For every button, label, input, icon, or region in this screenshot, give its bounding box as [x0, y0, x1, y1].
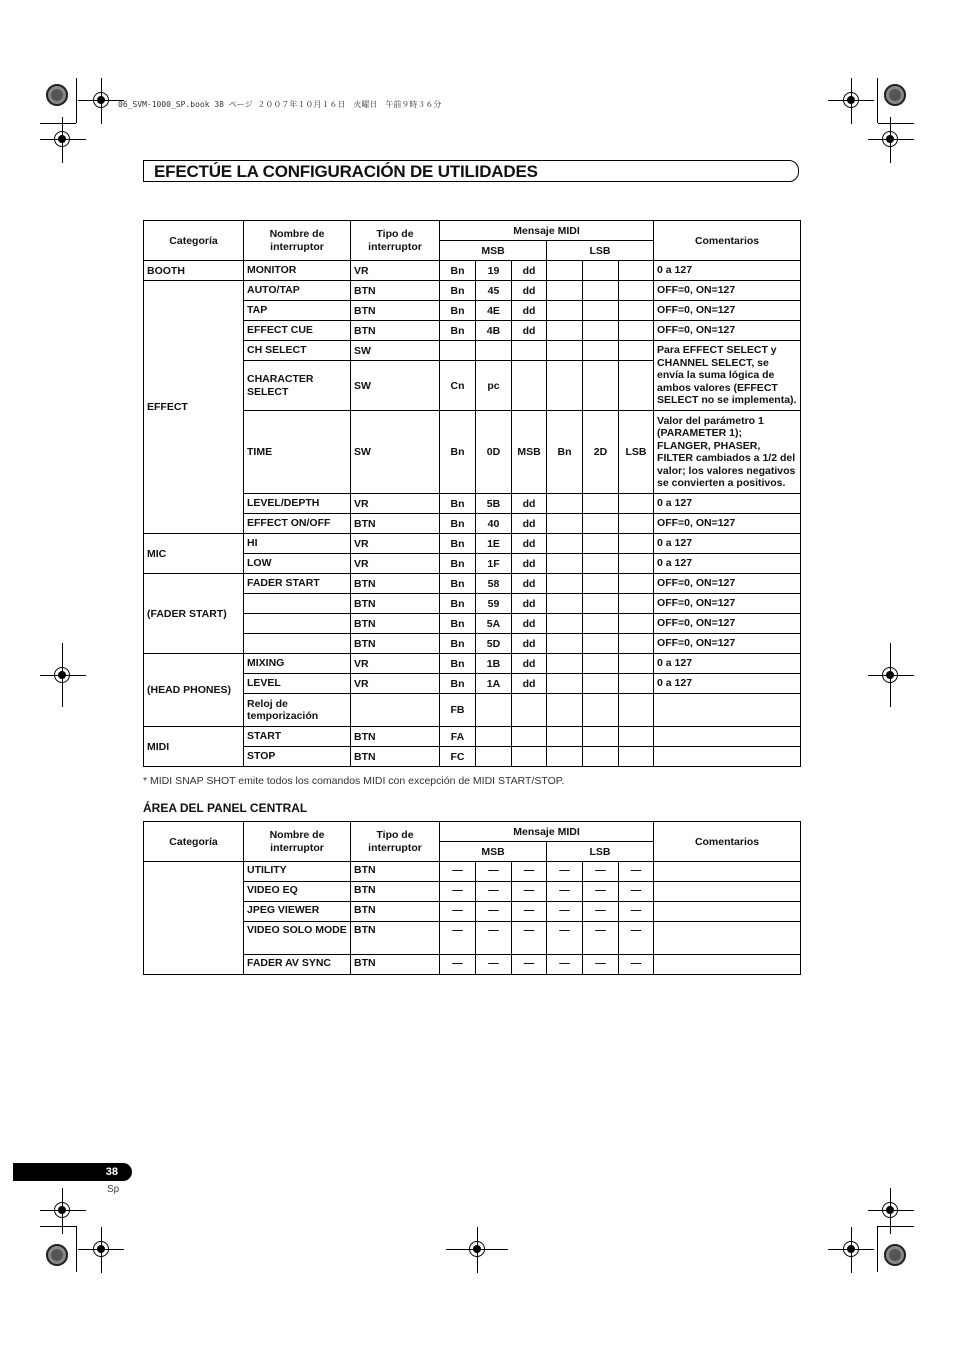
- switch-type-cell: BTN: [351, 514, 440, 534]
- switch-name-cell: Reloj de temporización: [244, 694, 351, 727]
- table-row: [144, 862, 801, 882]
- table-row: [144, 261, 801, 281]
- comment-cell: 0 a 127: [654, 654, 801, 674]
- midi-byte-cell: Bn: [440, 594, 476, 614]
- midi-byte-cell: [583, 361, 619, 411]
- midi-byte-cell: [619, 361, 654, 411]
- midi-byte-cell: FC: [440, 747, 476, 767]
- midi-byte-cell: Bn: [440, 654, 476, 674]
- midi-byte-cell: [619, 494, 654, 514]
- midi-byte-cell: [583, 281, 619, 301]
- page-language: Sp: [107, 1184, 120, 1195]
- midi-byte-cell: [512, 747, 547, 767]
- switch-name-cell: STOP: [244, 747, 351, 767]
- registration-circle-icon: [884, 84, 906, 106]
- midi-byte-cell: Bn: [440, 281, 476, 301]
- midi-byte-cell: dd: [512, 614, 547, 634]
- switch-name-cell: JPEG VIEWER: [244, 902, 351, 922]
- midi-byte-cell: —: [512, 882, 547, 902]
- comment-cell: OFF=0, ON=127: [654, 321, 801, 341]
- midi-byte-cell: 45: [476, 281, 512, 301]
- comment-cell: OFF=0, ON=127: [654, 634, 801, 654]
- midi-byte-cell: —: [583, 955, 619, 975]
- midi-byte-cell: [583, 514, 619, 534]
- comment-cell: OFF=0, ON=127: [654, 281, 801, 301]
- category-cell: MIC: [144, 534, 244, 574]
- book-info: 06_SVM-1000_SP.book 38 ページ ２００７年１０月１６日 火曜日 午前９時３６分: [118, 100, 442, 109]
- midi-byte-cell: [547, 614, 583, 634]
- midi-byte-cell: [583, 554, 619, 574]
- midi-byte-cell: 2D: [583, 411, 619, 494]
- header-lsb: LSB: [547, 241, 654, 261]
- switch-type-cell: BTN: [351, 301, 440, 321]
- midi-byte-cell: 0D: [476, 411, 512, 494]
- midi-byte-cell: [547, 594, 583, 614]
- comment-cell: [654, 727, 801, 747]
- midi-byte-cell: —: [547, 922, 583, 955]
- midi-byte-cell: [547, 674, 583, 694]
- category-cell: (FADER START): [144, 574, 244, 654]
- table-row: [144, 574, 801, 594]
- midi-byte-cell: [583, 494, 619, 514]
- switch-name-cell: LEVEL/DEPTH: [244, 494, 351, 514]
- switch-type-cell: SW: [351, 411, 440, 494]
- comment-cell: [654, 902, 801, 922]
- midi-byte-cell: [583, 727, 619, 747]
- midi-byte-cell: [583, 574, 619, 594]
- midi-byte-cell: —: [440, 922, 476, 955]
- midi-table: [143, 220, 801, 767]
- switch-name-cell: FADER AV SYNC: [244, 955, 351, 975]
- switch-name-cell: START: [244, 727, 351, 747]
- midi-byte-cell: —: [476, 902, 512, 922]
- midi-byte-cell: —: [619, 862, 654, 882]
- page-number: 38: [105, 1166, 118, 1178]
- midi-byte-cell: [547, 261, 583, 281]
- midi-byte-cell: [547, 747, 583, 767]
- table-row: [144, 654, 801, 674]
- switch-type-cell: BTN: [351, 574, 440, 594]
- midi-byte-cell: Bn: [440, 411, 476, 494]
- switch-name-cell: [244, 594, 351, 614]
- midi-byte-cell: [583, 301, 619, 321]
- switch-type-cell: BTN: [351, 902, 440, 922]
- midi-byte-cell: dd: [512, 514, 547, 534]
- comment-cell: 0 a 127: [654, 494, 801, 514]
- midi-byte-cell: —: [440, 862, 476, 882]
- comment-cell: OFF=0, ON=127: [654, 594, 801, 614]
- switch-type-cell: BTN: [351, 634, 440, 654]
- comment-cell: OFF=0, ON=127: [654, 301, 801, 321]
- page-number-tab: [13, 1163, 132, 1181]
- comment-cell: OFF=0, ON=127: [654, 574, 801, 594]
- midi-byte-cell: —: [512, 902, 547, 922]
- midi-byte-cell: 58: [476, 574, 512, 594]
- midi-byte-cell: [547, 554, 583, 574]
- header-tipo: Tipo de interruptor: [351, 221, 440, 261]
- midi-byte-cell: [583, 321, 619, 341]
- category-cell: [144, 862, 244, 975]
- midi-byte-cell: [476, 341, 512, 361]
- comment-cell: 0 a 127: [654, 554, 801, 574]
- midi-byte-cell: [583, 261, 619, 281]
- midi-byte-cell: [619, 261, 654, 281]
- midi-byte-cell: 4B: [476, 321, 512, 341]
- registration-circle-icon: [46, 1244, 68, 1266]
- midi-byte-cell: [476, 694, 512, 727]
- midi-byte-cell: —: [619, 882, 654, 902]
- midi-byte-cell: [476, 747, 512, 767]
- switch-type-cell: BTN: [351, 862, 440, 882]
- midi-byte-cell: —: [476, 922, 512, 955]
- midi-byte-cell: FA: [440, 727, 476, 747]
- comment-cell: 0 a 127: [654, 534, 801, 554]
- registration-circle-icon: [46, 84, 68, 106]
- midi-byte-cell: —: [547, 882, 583, 902]
- table-row: [144, 534, 801, 554]
- switch-name-cell: VIDEO SOLO MODE: [244, 922, 351, 955]
- footnote: * MIDI SNAP SHOT emite todos los comandos MIDI con excepción de MIDI START/STOP.: [143, 775, 565, 787]
- midi-byte-cell: [619, 694, 654, 727]
- switch-type-cell: VR: [351, 534, 440, 554]
- midi-byte-cell: —: [583, 882, 619, 902]
- midi-byte-cell: [547, 301, 583, 321]
- midi-byte-cell: 5A: [476, 614, 512, 634]
- midi-byte-cell: MSB: [512, 411, 547, 494]
- midi-byte-cell: 1B: [476, 654, 512, 674]
- page-title: EFECTÚE LA CONFIGURACIÓN DE UTILIDADES: [154, 162, 538, 181]
- midi-byte-cell: 19: [476, 261, 512, 281]
- comment-cell: [654, 862, 801, 882]
- header-tipo: Tipo de interruptor: [351, 822, 440, 862]
- table-row: [144, 727, 801, 747]
- midi-byte-cell: [619, 747, 654, 767]
- midi-byte-cell: [547, 534, 583, 554]
- switch-name-cell: MONITOR: [244, 261, 351, 281]
- switch-name-cell: EFFECT ON/OFF: [244, 514, 351, 534]
- comment-cell: OFF=0, ON=127: [654, 514, 801, 534]
- midi-byte-cell: [547, 494, 583, 514]
- midi-byte-cell: —: [512, 922, 547, 955]
- midi-byte-cell: [547, 281, 583, 301]
- switch-type-cell: BTN: [351, 614, 440, 634]
- midi-byte-cell: dd: [512, 494, 547, 514]
- midi-byte-cell: Bn: [440, 674, 476, 694]
- midi-byte-cell: —: [619, 955, 654, 975]
- midi-byte-cell: —: [512, 955, 547, 975]
- midi-byte-cell: 1F: [476, 554, 512, 574]
- switch-name-cell: [244, 614, 351, 634]
- midi-byte-cell: 1E: [476, 534, 512, 554]
- switch-type-cell: VR: [351, 261, 440, 281]
- switch-type-cell: BTN: [351, 321, 440, 341]
- comment-cell: Valor del parámetro 1 (PARAMETER 1); FLANGER, PHASER, FILTER cambiados a 1/2 del valor; los valores negativos se convierten a positivos.: [654, 411, 801, 494]
- switch-name-cell: LEVEL: [244, 674, 351, 694]
- header-comentarios: Comentarios: [654, 221, 801, 261]
- midi-byte-cell: [583, 534, 619, 554]
- midi-byte-cell: Bn: [440, 614, 476, 634]
- midi-byte-cell: [583, 634, 619, 654]
- midi-byte-cell: 5D: [476, 634, 512, 654]
- midi-byte-cell: [583, 654, 619, 674]
- switch-type-cell: SW: [351, 361, 440, 411]
- midi-byte-cell: [512, 694, 547, 727]
- midi-byte-cell: Bn: [440, 514, 476, 534]
- midi-byte-cell: [619, 574, 654, 594]
- midi-byte-cell: dd: [512, 534, 547, 554]
- midi-byte-cell: dd: [512, 301, 547, 321]
- header-categoria: Categoría: [144, 221, 244, 261]
- category-cell: EFFECT: [144, 281, 244, 534]
- midi-byte-cell: [619, 614, 654, 634]
- midi-byte-cell: [619, 321, 654, 341]
- midi-byte-cell: —: [476, 882, 512, 902]
- midi-byte-cell: [547, 321, 583, 341]
- switch-name-cell: UTILITY: [244, 862, 351, 882]
- midi-byte-cell: [619, 514, 654, 534]
- header-msb: MSB: [440, 241, 547, 261]
- midi-byte-cell: [547, 727, 583, 747]
- switch-name-cell: LOW: [244, 554, 351, 574]
- midi-byte-cell: 1A: [476, 674, 512, 694]
- midi-byte-cell: [547, 514, 583, 534]
- midi-byte-cell: [619, 554, 654, 574]
- midi-byte-cell: pc: [476, 361, 512, 411]
- category-cell: BOOTH: [144, 261, 244, 281]
- midi-byte-cell: [619, 634, 654, 654]
- category-cell: MIDI: [144, 727, 244, 767]
- central-panel-table: [143, 821, 801, 975]
- switch-name-cell: FADER START: [244, 574, 351, 594]
- midi-byte-cell: 40: [476, 514, 512, 534]
- midi-byte-cell: —: [583, 902, 619, 922]
- midi-byte-cell: [547, 361, 583, 411]
- midi-byte-cell: [583, 694, 619, 727]
- midi-byte-cell: —: [583, 922, 619, 955]
- switch-type-cell: BTN: [351, 594, 440, 614]
- midi-byte-cell: [547, 654, 583, 674]
- midi-byte-cell: —: [440, 955, 476, 975]
- switch-type-cell: BTN: [351, 882, 440, 902]
- switch-name-cell: TAP: [244, 301, 351, 321]
- midi-byte-cell: Bn: [440, 321, 476, 341]
- midi-byte-cell: —: [619, 902, 654, 922]
- midi-byte-cell: dd: [512, 654, 547, 674]
- header-lsb: LSB: [547, 842, 654, 862]
- switch-type-cell: VR: [351, 554, 440, 574]
- midi-byte-cell: [583, 747, 619, 767]
- midi-byte-cell: Bn: [547, 411, 583, 494]
- midi-byte-cell: [619, 727, 654, 747]
- header-nombre: Nombre de interruptor: [244, 221, 351, 261]
- midi-byte-cell: [619, 301, 654, 321]
- midi-byte-cell: dd: [512, 321, 547, 341]
- midi-byte-cell: 59: [476, 594, 512, 614]
- registration-circle-icon: [884, 1244, 906, 1266]
- midi-byte-cell: [512, 341, 547, 361]
- midi-byte-cell: [547, 574, 583, 594]
- midi-byte-cell: [619, 654, 654, 674]
- switch-name-cell: CH SELECT: [244, 341, 351, 361]
- midi-byte-cell: [619, 674, 654, 694]
- switch-name-cell: EFFECT CUE: [244, 321, 351, 341]
- switch-type-cell: SW: [351, 341, 440, 361]
- midi-byte-cell: [619, 594, 654, 614]
- midi-byte-cell: [547, 341, 583, 361]
- comment-cell: Para EFFECT SELECT y CHANNEL SELECT, se envía la suma lógica de ambos valores (EFFECT SELECT no se implementa).: [654, 341, 801, 411]
- midi-byte-cell: [583, 341, 619, 361]
- header-mensaje: Mensaje MIDI: [440, 822, 654, 842]
- midi-byte-cell: [547, 694, 583, 727]
- switch-type-cell: BTN: [351, 727, 440, 747]
- page-title-bar: [143, 160, 799, 182]
- switch-name-cell: HI: [244, 534, 351, 554]
- midi-byte-cell: Bn: [440, 574, 476, 594]
- midi-byte-cell: Bn: [440, 261, 476, 281]
- switch-type-cell: BTN: [351, 955, 440, 975]
- midi-byte-cell: dd: [512, 574, 547, 594]
- midi-byte-cell: dd: [512, 594, 547, 614]
- midi-byte-cell: —: [583, 862, 619, 882]
- midi-byte-cell: [512, 361, 547, 411]
- midi-byte-cell: dd: [512, 674, 547, 694]
- header-categoria: Categoría: [144, 822, 244, 862]
- switch-type-cell: BTN: [351, 281, 440, 301]
- midi-byte-cell: —: [547, 955, 583, 975]
- comment-cell: [654, 882, 801, 902]
- midi-byte-cell: —: [440, 902, 476, 922]
- midi-byte-cell: —: [476, 955, 512, 975]
- header-mensaje: Mensaje MIDI: [440, 221, 654, 241]
- midi-byte-cell: [583, 674, 619, 694]
- midi-byte-cell: —: [476, 862, 512, 882]
- midi-byte-cell: —: [619, 922, 654, 955]
- switch-name-cell: CHARACTER SELECT: [244, 361, 351, 411]
- comment-cell: [654, 747, 801, 767]
- switch-name-cell: VIDEO EQ: [244, 882, 351, 902]
- midi-byte-cell: Bn: [440, 634, 476, 654]
- header-msb: MSB: [440, 842, 547, 862]
- category-cell: (HEAD PHONES): [144, 654, 244, 727]
- midi-byte-cell: 4E: [476, 301, 512, 321]
- midi-byte-cell: dd: [512, 281, 547, 301]
- midi-byte-cell: 5B: [476, 494, 512, 514]
- comment-cell: 0 a 127: [654, 674, 801, 694]
- switch-type-cell: VR: [351, 654, 440, 674]
- midi-byte-cell: [619, 341, 654, 361]
- midi-byte-cell: [547, 634, 583, 654]
- midi-byte-cell: Bn: [440, 534, 476, 554]
- midi-byte-cell: —: [547, 902, 583, 922]
- comment-cell: [654, 922, 801, 955]
- midi-byte-cell: [476, 727, 512, 747]
- switch-type-cell: [351, 694, 440, 727]
- midi-byte-cell: [619, 534, 654, 554]
- midi-byte-cell: Bn: [440, 554, 476, 574]
- switch-type-cell: VR: [351, 494, 440, 514]
- midi-byte-cell: [583, 614, 619, 634]
- comment-cell: OFF=0, ON=127: [654, 614, 801, 634]
- midi-byte-cell: Bn: [440, 494, 476, 514]
- section-title: ÁREA DEL PANEL CENTRAL: [143, 801, 308, 815]
- midi-byte-cell: LSB: [619, 411, 654, 494]
- midi-byte-cell: [619, 281, 654, 301]
- midi-byte-cell: [512, 727, 547, 747]
- midi-byte-cell: FB: [440, 694, 476, 727]
- switch-name-cell: [244, 634, 351, 654]
- switch-name-cell: MIXING: [244, 654, 351, 674]
- switch-type-cell: VR: [351, 674, 440, 694]
- comment-cell: [654, 694, 801, 727]
- table-row: [144, 281, 801, 301]
- header-nombre: Nombre de interruptor: [244, 822, 351, 862]
- midi-byte-cell: —: [547, 862, 583, 882]
- comment-cell: [654, 955, 801, 975]
- midi-byte-cell: dd: [512, 261, 547, 281]
- midi-byte-cell: [440, 341, 476, 361]
- switch-type-cell: BTN: [351, 922, 440, 955]
- midi-byte-cell: dd: [512, 634, 547, 654]
- switch-type-cell: BTN: [351, 747, 440, 767]
- midi-byte-cell: dd: [512, 554, 547, 574]
- midi-byte-cell: —: [440, 882, 476, 902]
- midi-byte-cell: —: [512, 862, 547, 882]
- header-comentarios: Comentarios: [654, 822, 801, 862]
- midi-byte-cell: Bn: [440, 301, 476, 321]
- midi-byte-cell: [583, 594, 619, 614]
- switch-name-cell: AUTO/TAP: [244, 281, 351, 301]
- switch-name-cell: TIME: [244, 411, 351, 494]
- midi-byte-cell: Cn: [440, 361, 476, 411]
- comment-cell: 0 a 127: [654, 261, 801, 281]
